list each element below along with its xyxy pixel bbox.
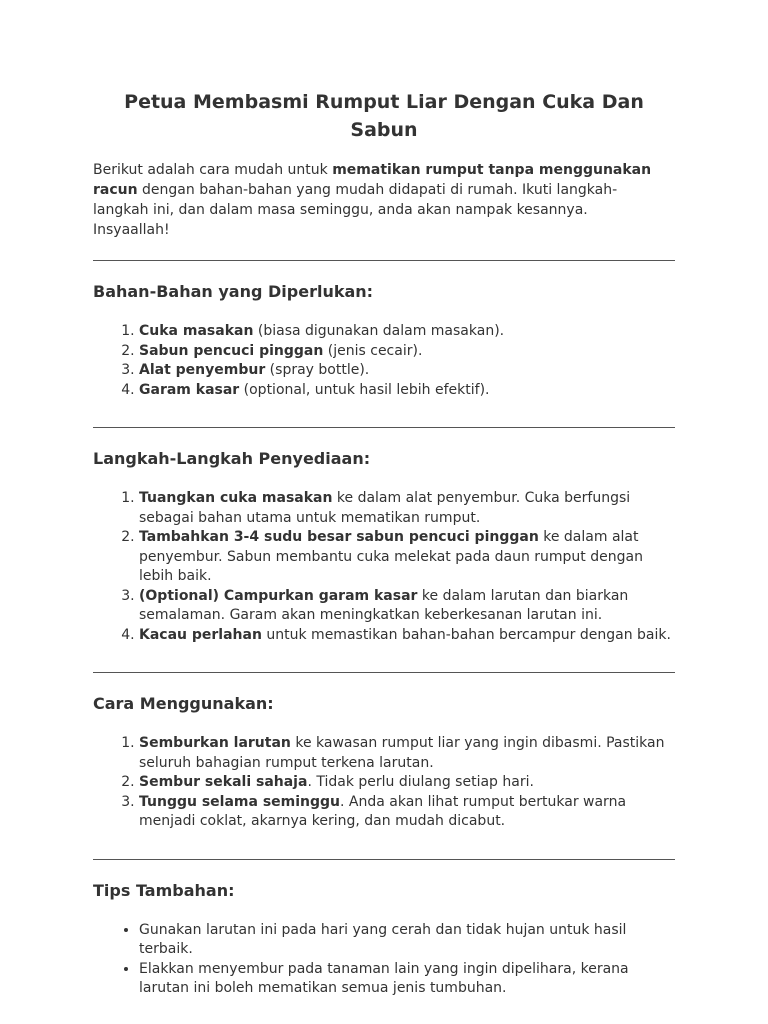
list-item-text: ke kawasan rumput liar yang ingin dibasmi. Pastikan seluruh bahagian rumput terkena larutan. [139, 735, 665, 771]
cara-list [93, 734, 675, 832]
list-item-text: ke dalam alat penyembur. Sabun membantu cuka melekat pada daun rumput dengan lebih baik. [139, 529, 643, 584]
page-title: Petua Membasmi Rumput Liar Dengan Cuka Dan Sabun [124, 91, 644, 141]
divider [93, 260, 675, 261]
list-item-bold: Garam kasar [139, 381, 240, 398]
list-item-bold: Semburkan larutan [139, 735, 291, 751]
intro-paragraph [93, 160, 653, 240]
list-item-text: . Anda akan lihat rumput bertukar warna menjadi coklat, akarnya kering, dan mudah dicabut. [139, 793, 627, 829]
list-item-text: untuk memastikan bahan-bahan bercampur dengan baik. [261, 626, 671, 643]
list-item [139, 528, 675, 587]
list-item [139, 381, 675, 401]
list-item-bold: Alat penyembur [139, 362, 266, 378]
tips-list [93, 921, 675, 999]
intro-text-start: Berikut adalah cara mudah untuk [93, 162, 333, 178]
divider [93, 427, 675, 428]
list-item: • Gunakan larutan ini pada hari yang cerah dan tidak hujan untuk hasil terbaik. [139, 921, 675, 960]
list-item-bold: Tuangkan cuka masakan [139, 490, 333, 506]
section-heading-tips: Tips Tambahan: [93, 880, 235, 900]
list-item: • Elakkan menyembur pada tanaman lain yang ingin dipelihara, kerana larutan ini boleh mematikan semua jenis tumbuhan. [139, 960, 675, 999]
list-item-text: . Tidak perlu diulang setiap hari. [307, 774, 534, 790]
langkah-list [93, 489, 675, 645]
list-item [139, 734, 675, 773]
list-item [139, 626, 675, 646]
divider [93, 859, 675, 860]
list-item-bold: Kacau perlahan [139, 626, 262, 643]
list-item-bold: Tunggu selama seminggu [139, 793, 341, 810]
list-item [139, 587, 675, 626]
section-heading-langkah: Langkah-Langkah Penyediaan: [93, 449, 371, 468]
list-item-bold: Sabun pencuci pinggan [139, 342, 324, 359]
intro-bold-text: mematikan rumput tanpa menggunakan racun [93, 162, 652, 198]
list-item [139, 361, 675, 381]
list-item [139, 773, 675, 793]
list-item-text: (optional, untuk hasil lebih efektif). [239, 381, 490, 398]
list-item [139, 489, 675, 528]
list-item-bold: Sembur sekali sahaja [139, 774, 308, 790]
section-heading-cara: Cara Menggunakan: [93, 694, 274, 713]
list-item-text: (biasa digunakan dalam masakan). [253, 323, 505, 339]
list-item-text: (jenis cecair). [323, 342, 423, 359]
list-item-bold: Cuka masakan [139, 323, 254, 339]
divider [93, 672, 675, 673]
list-item [139, 342, 675, 362]
list-item-text: (spray bottle). [265, 362, 370, 378]
bahan-list [93, 322, 675, 400]
list-item-text: ke dalam alat penyembur. Cuka berfungsi sebagai bahan utama untuk mematikan rumput. [139, 490, 631, 526]
list-item [139, 793, 675, 832]
list-item-text: ke dalam larutan dan biarkan semalaman. Garam akan meningkatkan keberkesanan larutan ini. [139, 587, 629, 623]
list-item [139, 322, 675, 342]
intro-text-end: dengan bahan-bahan yang mudah didapati di rumah. Ikuti langkah-langkah ini, dan dalam masa seminggu, anda akan nampak kesannya. Insyaallah! [93, 182, 618, 238]
section-heading-bahan: Bahan-Bahan yang Diperlukan: [93, 282, 374, 301]
list-item-bold: Tambahkan 3-4 sudu besar sabun pencuci pinggan [139, 529, 539, 545]
list-item-bold: (Optional) Campurkan garam kasar [139, 587, 418, 604]
